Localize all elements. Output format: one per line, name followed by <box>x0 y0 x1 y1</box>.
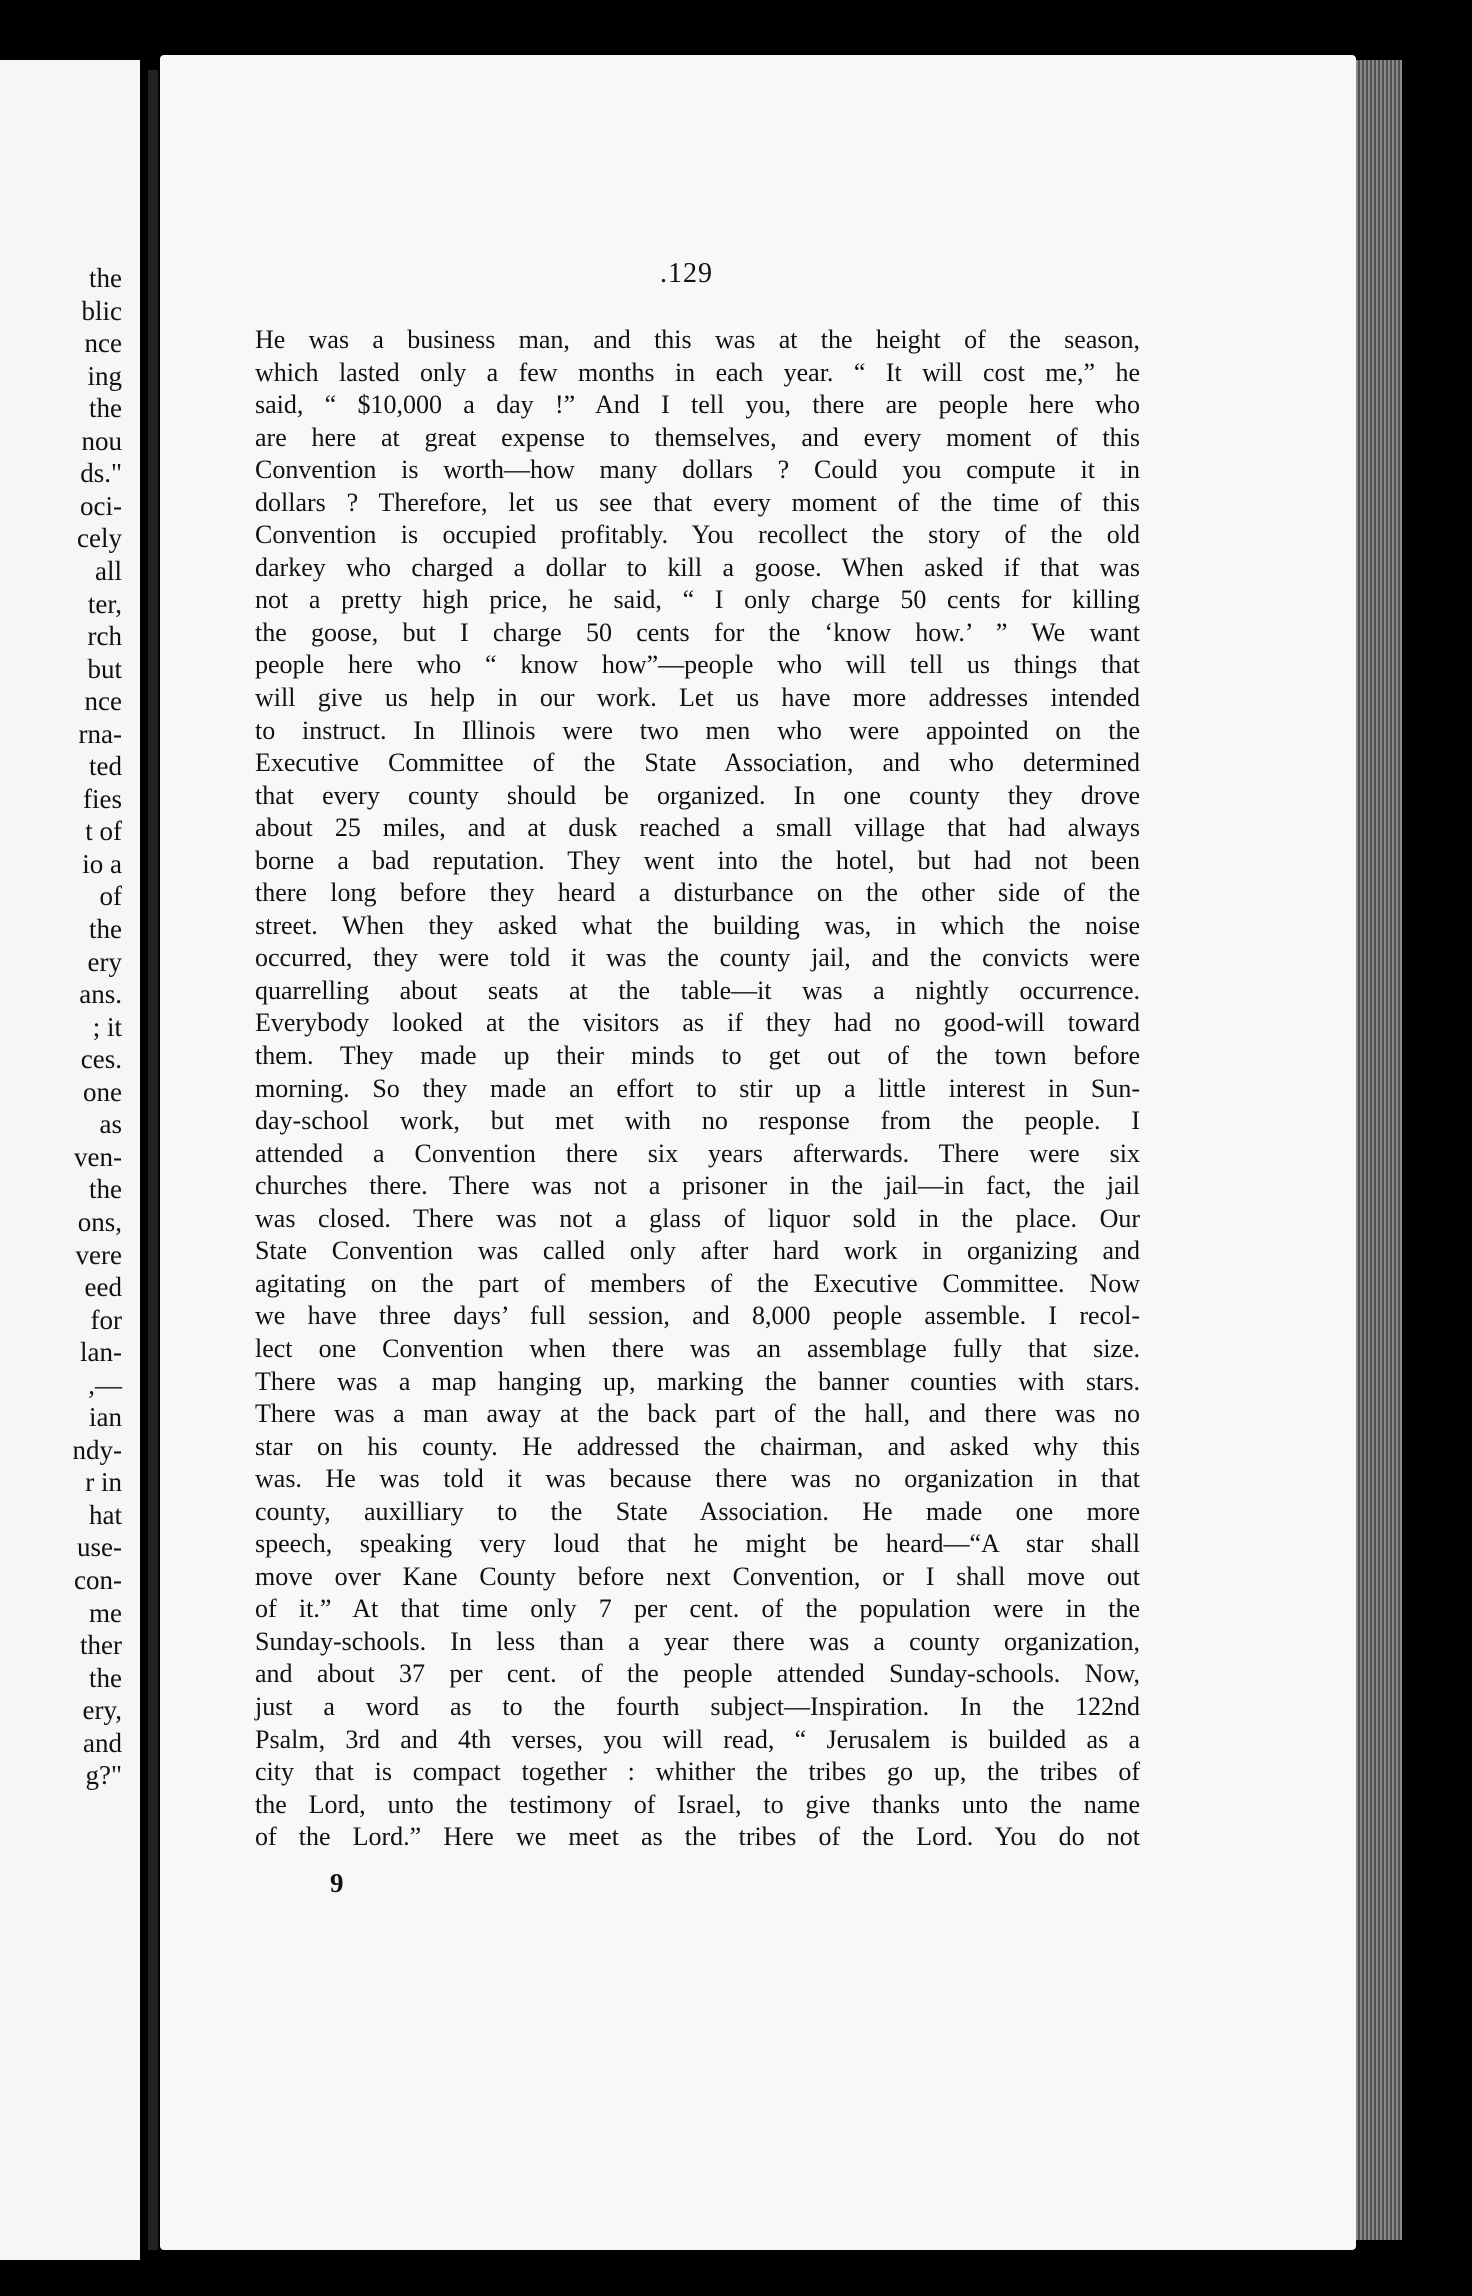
left-page-fragment: ans. <box>79 979 122 1010</box>
text-line: city that is compact together : whither the tribes go up, the tribes of <box>255 1757 1140 1787</box>
left-page-fragment: nce <box>84 328 122 359</box>
left-page-fragment: t of <box>85 816 122 847</box>
left-page-fragment: io a <box>82 848 122 879</box>
text-line: that every county should be organized. In one county they drove <box>255 780 1140 810</box>
text-line: people here who “ know how”—people who will tell us things that <box>255 650 1140 680</box>
left-page-fragment: the <box>89 1662 122 1693</box>
text-line: speech, speaking very loud that he might be heard—“A star shall <box>255 1529 1140 1559</box>
left-page-fragment: ter, <box>87 588 122 619</box>
left-page-fragment: but <box>87 653 122 684</box>
left-page-fragment: as <box>99 1109 122 1140</box>
text-line: darkey who charged a dollar to kill a goose. When asked if that was <box>255 552 1140 582</box>
page-number: .129 <box>660 258 713 289</box>
text-line: there long before they heard a disturbance on the other side of the <box>255 878 1140 908</box>
left-page-fragment: ery, <box>82 1695 122 1726</box>
left-page-fragment: cely <box>77 523 122 554</box>
left-page-fragment: ther <box>80 1630 122 1661</box>
left-page-fragment: blic <box>81 295 122 326</box>
left-page-fragment: of <box>99 881 122 912</box>
text-line: of the Lord.” Here we meet as the tribes of the Lord. You do not <box>255 1822 1140 1852</box>
text-line: Executive Committee of the State Association, and who determined <box>255 748 1140 778</box>
text-line: the goose, but I charge 50 cents for the ‘know how.’ ” We want <box>255 617 1140 647</box>
text-line: day-school work, but met with no response from the people. I <box>255 1106 1140 1136</box>
text-line: just a word as to the fourth subject—Inspiration. In the 122nd <box>255 1691 1140 1721</box>
left-page-fragment: rna- <box>78 718 122 749</box>
signature-mark: 9 <box>330 1868 344 1898</box>
text-line: we have three days’ full session, and 8,000 people assemble. I recol- <box>255 1301 1140 1331</box>
text-line: attended a Convention there six years afterwards. There were six <box>255 1138 1140 1168</box>
text-line: Sunday-schools. In less than a year there was a county organization, <box>255 1626 1140 1656</box>
left-page-fragment: ted <box>89 751 122 782</box>
text-line: star on his county. He addressed the chairman, and asked why this <box>255 1431 1140 1461</box>
left-page-fragment: and <box>83 1727 122 1758</box>
left-page-edge <box>0 60 140 2260</box>
text-line: said, “ $10,000 a day !” And I tell you, there are people here who <box>255 390 1140 420</box>
left-page-fragment: hat <box>89 1499 122 1530</box>
left-page-fragment: fies <box>83 783 122 814</box>
text-line: morning. So they made an effort to stir up a little interest in Sun- <box>255 1073 1140 1103</box>
text-line: of it.” At that time only 7 per cent. of the population were in the <box>255 1594 1140 1624</box>
text-line: move over Kane County before next Convention, or I shall move out <box>255 1561 1140 1591</box>
left-page-fragment: ing <box>87 360 122 391</box>
text-line: street. When they asked what the building was, in which the noise <box>255 910 1140 940</box>
text-line: There was a map hanging up, marking the banner counties with stars. <box>255 1366 1140 1396</box>
left-page-fragment: the <box>89 1174 122 1205</box>
book-gutter <box>148 70 158 2250</box>
left-page-fragment: use- <box>77 1532 122 1563</box>
left-page-fragment: con- <box>74 1565 122 1595</box>
text-line: He was a business man, and this was at the height of the season, <box>255 325 1140 354</box>
text-line: will give us help in our work. Let us have more addresses intended <box>255 683 1140 713</box>
text-line: churches there. There was not a prisoner in the jail—in fact, the jail <box>255 1171 1140 1201</box>
text-line: occurred, they were told it was the county jail, and the convicts were <box>255 943 1140 973</box>
body-text <box>255 324 1140 1854</box>
left-page-fragment: ; it <box>92 1011 122 1042</box>
text-line: State Convention was called only after hard work in organizing and <box>255 1236 1140 1266</box>
text-line: county, auxilliary to the State Association. He made one more <box>255 1496 1140 1526</box>
text-line: lect one Convention when there was an assemblage fully that size. <box>255 1333 1140 1363</box>
left-page-fragment: ,— <box>88 1369 122 1400</box>
text-line: borne a bad reputation. They went into the hotel, but had not been <box>255 845 1140 875</box>
text-line: dollars ? Therefore, let us see that every moment of the time of this <box>255 487 1140 517</box>
left-page-fragment: ven- <box>74 1141 122 1172</box>
left-page-fragment: ds." <box>80 458 122 489</box>
text-line: which lasted only a few months in each year. “ It will cost me,” he <box>255 357 1140 387</box>
left-page-fragment: the <box>89 914 122 944</box>
page-edges <box>1356 60 1402 2240</box>
left-page-fragment: rch <box>87 621 122 652</box>
left-page-fragment: eed <box>84 1272 122 1303</box>
left-page-fragment: oci- <box>80 490 122 521</box>
left-page-fragment: one <box>83 1076 122 1107</box>
text-line: Convention is worth—how many dollars ? Could you compute it in <box>255 455 1140 485</box>
left-page-fragment: nce <box>84 686 122 717</box>
text-line: are here at great expense to themselves, and every moment of this <box>255 422 1140 452</box>
text-line: Everybody looked at the visitors as if they had no good-will toward <box>255 1008 1140 1038</box>
left-page-fragment: ery <box>87 946 122 977</box>
left-page-fragment: ian <box>89 1402 122 1433</box>
text-line: quarrelling about seats at the table—it was a nightly occurrence. <box>255 975 1140 1005</box>
left-page-fragment: me <box>89 1597 122 1628</box>
text-line: not a pretty high price, he said, “ I only charge 50 cents for killing <box>255 585 1140 615</box>
text-line: was closed. There was not a glass of liquor sold in the place. Our <box>255 1203 1140 1233</box>
left-page-fragment: g?" <box>85 1760 122 1791</box>
left-page-fragment: lan- <box>80 1337 122 1368</box>
left-page-fragment: ndy- <box>72 1434 122 1465</box>
left-page-fragment: ons, <box>77 1206 122 1237</box>
text-line: There was a man away at the back part of the hall, and there was no <box>255 1399 1140 1429</box>
left-page-fragment: ces. <box>80 1044 122 1075</box>
left-page-fragment: vere <box>75 1239 122 1270</box>
text-line: Psalm, 3rd and 4th verses, you will read, “ Jerusalem is builded as a <box>255 1724 1140 1754</box>
text-line: agitating on the part of members of the Executive Committee. Now <box>255 1268 1140 1298</box>
text-line: was. He was told it was because there was no organization in that <box>255 1464 1140 1494</box>
left-page-fragment: the <box>89 393 122 424</box>
left-page-fragment: r in <box>85 1467 122 1498</box>
left-page-fragment: for <box>90 1304 122 1335</box>
left-page-fragment: nou <box>81 425 122 456</box>
text-line: and about 37 per cent. of the people attended Sunday-schools. Now, <box>255 1659 1140 1689</box>
left-page-fragment: the <box>89 263 122 293</box>
text-line: them. They made up their minds to get out of the town before <box>255 1041 1140 1071</box>
left-page-fragment: all <box>95 555 122 586</box>
text-line: the Lord, unto the testimony of Israel, to give thanks unto the name <box>255 1789 1140 1819</box>
text-line: to instruct. In Illinois were two men who were appointed on the <box>255 715 1140 745</box>
text-line: about 25 miles, and at dusk reached a small village that had always <box>255 813 1140 843</box>
text-line: Convention is occupied profitably. You recollect the story of the old <box>255 520 1140 550</box>
